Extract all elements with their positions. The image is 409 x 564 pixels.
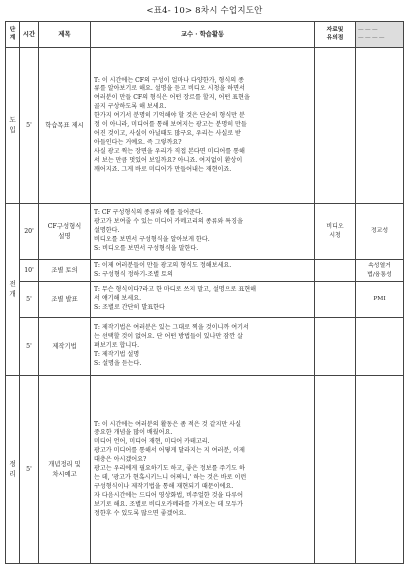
activity-line: T: 이 시간에는 CF의 구성이 얼마나 다양한가, 형식의 종 xyxy=(94,76,244,84)
activity-line: 중요한 개념을 많이 배웠어요. xyxy=(94,429,173,437)
material-cell xyxy=(315,318,356,376)
activity-line: S: 설명을 듣는다. xyxy=(94,359,142,367)
activity-line: 미디어 언어, 미디어 재현, 미디어 카테고리. xyxy=(94,438,210,446)
activity-cell xyxy=(91,48,315,204)
topic-cell: 제작기법 xyxy=(39,318,91,376)
note-cell: PMI xyxy=(356,282,404,318)
activity-line: 비디오를 보면서 구성형식을 알아보게 한다. xyxy=(94,235,210,243)
activity-cell xyxy=(91,376,315,564)
header-material-label: 자료및 유의점 xyxy=(326,27,344,41)
activity-line: 는 데, '광고가 현혹시키느니 어쩌니,' 하는 것은 바로 이런 xyxy=(94,473,247,481)
activity-line: T: 제작기법 설명 xyxy=(94,350,140,358)
activity-line: 서 보는 만큼 멋있어 보일까요? 아니죠. 여지없이 환상이 xyxy=(94,156,243,164)
activity-line: 아들인다는 거예요. 즉 그렇까요? xyxy=(94,138,182,146)
activity-line: 광고가 보여줄 수 있는 미디어 카메고리의 종류와 특징을 xyxy=(94,218,243,226)
topic-cell: 학습목표 제시 xyxy=(39,48,91,204)
table-row xyxy=(6,318,404,376)
activity-cell xyxy=(91,204,315,260)
header-stage-label: 단 계 xyxy=(9,27,16,41)
topic-cell: 개념정리 및 차시예고 xyxy=(39,376,91,564)
material-cell xyxy=(315,282,356,318)
activity-line: 설명한다. xyxy=(94,227,120,235)
header-material xyxy=(315,22,356,48)
topic-cell: CF구성형식 설명 xyxy=(39,204,91,260)
activity-cell xyxy=(91,282,315,318)
header-note-label: — — — — — — — xyxy=(358,27,385,41)
time-cell: 5' xyxy=(20,376,39,564)
table-row xyxy=(6,376,404,564)
lesson-plan-table xyxy=(5,21,404,564)
activity-line: 여러분이 만들 CF의 형식은 어떤 장르를 할지, 어떤 표현을 xyxy=(94,94,250,102)
time-cell: 5' xyxy=(20,48,39,204)
header-topic: 제목 xyxy=(39,22,91,48)
note-cell: 정교성 xyxy=(356,204,404,260)
activity-line: 펴보기로 합니다. xyxy=(94,342,140,350)
header-time: 시간 xyxy=(20,22,39,48)
activity-line: 는 선택할 것이 없어요. 단 어떤 방법들이 있나만 잠깐 살 xyxy=(94,333,243,341)
activity-line: 광고가 미디어를 통해서 어떻게 달라지는 지 여러분, 이제 xyxy=(94,447,245,455)
time-cell: 5' xyxy=(20,318,39,376)
activity-line: S: 조별로 간단히 발표한다 xyxy=(94,303,165,311)
table-row xyxy=(6,260,404,282)
activity-line: 구성형식이나 제작기법을 통해 재현되기 때문이에요. xyxy=(94,482,234,490)
time-cell: 20' xyxy=(20,204,39,260)
table-row xyxy=(6,204,404,260)
note-cell xyxy=(356,318,404,376)
activity-cell xyxy=(91,260,315,282)
activity-line: 한가지 여기서 분명히 기억해야 할 것은 단순히 형식만 분 xyxy=(94,112,245,120)
activity-line: 광고는 우리에게 필요하기도 하고, 좋은 정보를 주기도 하 xyxy=(94,465,245,473)
topic-cell: 조별 발표 xyxy=(39,282,91,318)
activity-line: T: CF 구성형식의 종류와 예를 들어준다. xyxy=(94,209,203,217)
activity-line: 깨어지죠. 그게 바로 미디어가 만들어내는 재현이죠. xyxy=(94,165,232,173)
activity-line: 서 얘기해 보세요. xyxy=(94,295,142,303)
activity-line: T: 이 시간에는 여러분의 활동은 좀 적은 것 같지만 사실 xyxy=(94,420,241,428)
note-cell: 속성열거 법/융통성 xyxy=(356,260,404,282)
activity-line: 자 다음시간에는 드디어 영상화법, 비주얼한 것을 다루어 xyxy=(94,491,243,499)
stage-cell: 전 개 xyxy=(6,204,20,376)
activity-line: T: 이제 여러분들이 만들 광고의 형식도 정해보세요. xyxy=(94,261,232,269)
note-cell xyxy=(356,48,404,204)
material-cell xyxy=(315,376,356,564)
header-activity: 교수 · 학습활동 xyxy=(91,22,315,48)
activity-line: S: 비디오를 보면서 구성형식을 말한다. xyxy=(94,244,199,252)
header-stage xyxy=(6,22,20,48)
note-cell xyxy=(356,376,404,564)
time-cell: 10' xyxy=(20,260,39,282)
material-cell: 비디오 시청 xyxy=(315,204,356,260)
table-header-row xyxy=(6,22,404,48)
activity-line: 어진 것이고, 사실이 아닐때도 많구요, 우리는 사실로 받 xyxy=(94,129,241,137)
header-note xyxy=(356,22,404,48)
activity-line: S: 구성형식 정하기-조별 토의 xyxy=(94,270,173,278)
activity-line: T: 무슨 형식이다?라고 한 마디로 쓰지 말고, 설명으로 표현해 xyxy=(94,286,256,294)
activity-line: 사실 광고 찍는 장면을 우리가 직접 본다면 미디어를 통해 xyxy=(94,147,245,155)
table-row xyxy=(6,282,404,318)
time-cell: 5' xyxy=(20,282,39,318)
activity-line: 대충은 아시겠어요? xyxy=(94,456,147,464)
activity-line: 보기로 해요. 조별로 비디오카메라를 가져오는 데 모두가 xyxy=(94,500,243,508)
topic-cell: 조별 토의 xyxy=(39,260,91,282)
material-cell xyxy=(315,48,356,204)
activity-line: 정 이 아니라, 미디어를 통해 보여지는 광고는 분명히 만들 xyxy=(94,121,247,129)
stage-cell: 도 입 xyxy=(6,48,20,204)
activity-line: 정한후 수 있도록 많으면 좋겠어요. xyxy=(94,509,187,517)
activity-line: T: 제작기법은 여러분은 있는 그대로 찍을 것이니까 여기서 xyxy=(94,324,249,332)
activity-line: 류를 알아보기로 해요. 설명을 듣고 비디오 시청을 하면서 xyxy=(94,85,245,93)
material-cell xyxy=(315,260,356,282)
activity-line: 골지 구상하도록 해 보세요. xyxy=(94,103,167,111)
activity-cell xyxy=(91,318,315,376)
stage-cell: 정 리 xyxy=(6,376,20,564)
table-row xyxy=(6,48,404,204)
document-title: <표4- 10> 8차시 수업지도안 xyxy=(146,6,263,16)
